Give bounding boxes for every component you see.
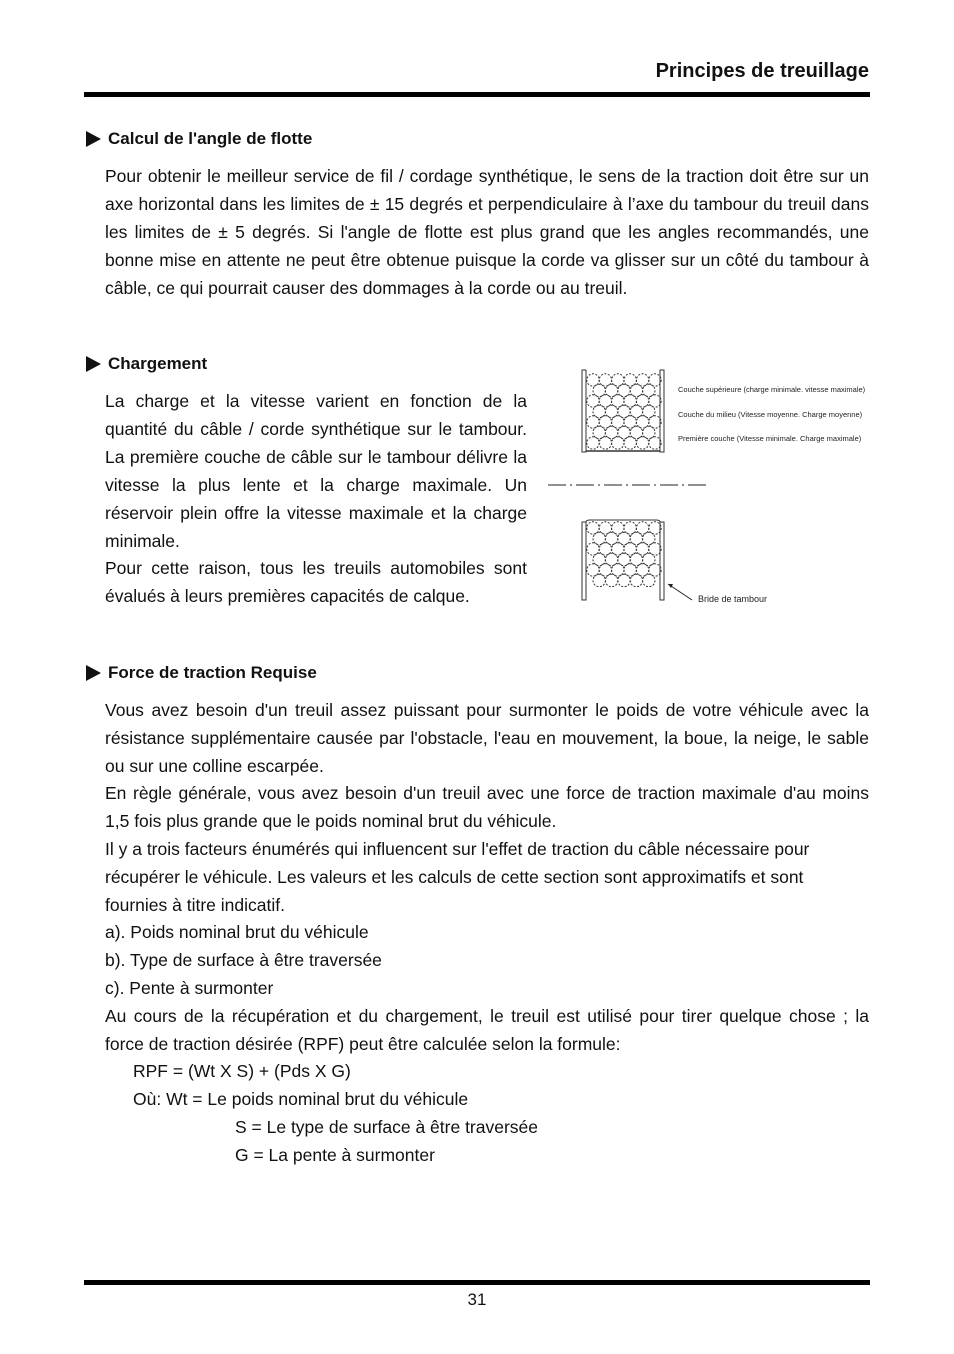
- rope-coil: [649, 374, 661, 386]
- rope-coil: [599, 522, 611, 534]
- formula-where-s: S = Le type de surface à être traversée: [235, 1117, 539, 1137]
- rope-coil: [599, 374, 611, 386]
- footer-rule: [84, 1280, 870, 1285]
- partial-drum-icon: [582, 520, 692, 600]
- formula-where-wt: Où: Wt = Le poids nominal brut du véhicule: [133, 1089, 469, 1109]
- rope-coil: [649, 522, 661, 534]
- loading-paragraph-2: Pour cette raison, tous les treuils automobiles sont évalués à leurs premières capacités de calque.: [105, 558, 527, 606]
- formula: RPF = (Wt X S) + (Pds X G): [133, 1061, 351, 1081]
- rope-coil: [587, 374, 599, 386]
- loading-paragraph-1: La charge et la vitesse varient en fonction de la quantité du câble / corde synthétique sur le tambour. La première couche de câble sur le tambour délivre la vitesse la plus lente et la charge maximale. Un réservoir plein offre la vitesse maximale et la charge minimale.: [105, 391, 527, 551]
- list-item: c). Pente à surmonter: [105, 978, 274, 998]
- rope-coil: [612, 374, 624, 386]
- triangle-bullet-icon: [86, 356, 101, 372]
- force-paragraph-3: Il y a trois facteurs énumérés qui influencent sur l'effet de traction du câble nécessaire pour récupérer le véhicule. Les valeurs et les calculs de cette section sont approximatifs et sont fournies à titre indicatif.: [105, 839, 810, 915]
- formula-where-g: G = La pente à surmonter: [235, 1145, 435, 1165]
- label-middle-layer: Couche du milieu (Vitesse moyenne. Charge moyenne): [678, 410, 863, 419]
- force-paragraph-4: Au cours de la récupération et du chargement, le treuil est utilisé pour tirer quelque chose ; la force de traction désirée (RPF) peut être calculée selon la formule:: [105, 1006, 869, 1054]
- rope-coil: [587, 522, 599, 534]
- rope-coil: [587, 543, 599, 555]
- section-heading-angle: [86, 129, 312, 149]
- section-heading-text: Chargement: [108, 354, 208, 373]
- force-paragraph-1: Vous avez besoin d'un treuil assez puissant pour surmonter le poids de votre véhicule avec la résistance supplémentaire causée par l'obstacle, l'eau en mouvement, la boue, la neige, le sable ou sur une colline escarpée.: [105, 700, 869, 776]
- rope-coil: [587, 564, 599, 576]
- label-first-layer: Première couche (Vitesse minimale. Charge maximale): [678, 434, 862, 443]
- rope-coil: [624, 522, 636, 534]
- section-heading-force: [86, 663, 317, 683]
- triangle-bullet-icon: [86, 131, 101, 147]
- angle-paragraph: Pour obtenir le meilleur service de fil / cordage synthétique, le sens de la traction doit être sur un axe horizontal dans les limites de ± 15 degrés et perpendiculaire à l’axe du tambour du treuil dans les limites de ± 5 degrés. Si l'angle de flotte est plus grand que les angles recommandés, une bonne mise en attente ne peut être obtenue puisque la corde va glisser sur un côté du tambour à câble, ce qui pourrait causer des dommages à la corde ou au treuil.: [105, 166, 869, 298]
- rope-coil: [624, 374, 636, 386]
- section-heading-text: Force de traction Requise: [108, 663, 317, 682]
- drum-layers-diagram: [540, 360, 890, 620]
- page-number: 31: [467, 1290, 487, 1309]
- rope-coil: [612, 522, 624, 534]
- label-top-layer: Couche supérieure (charge minimale. vitesse maximale): [678, 385, 866, 394]
- section-heading-text: Calcul de l'angle de flotte: [108, 129, 313, 148]
- rope-coil: [587, 395, 599, 407]
- section-heading-loading: [86, 354, 207, 374]
- label-drum-flange: Bride de tambour: [698, 594, 768, 604]
- list-item: b). Type de surface à être traversée: [105, 950, 382, 970]
- rope-coil: [587, 416, 599, 428]
- full-drum-icon: [582, 370, 664, 452]
- triangle-bullet-icon: [86, 665, 101, 681]
- list-item: a). Poids nominal brut du véhicule: [105, 922, 369, 942]
- header-rule: [84, 92, 870, 97]
- page-header-title: Principes de treuillage: [655, 60, 869, 82]
- rope-coil: [636, 374, 648, 386]
- rope-coil: [636, 522, 648, 534]
- rope-coil: [587, 437, 599, 449]
- force-paragraph-2: En règle générale, vous avez besoin d'un treuil avec une force de traction maximale d'au moins 1,5 fois plus grande que le poids nominal brut du véhicule.: [105, 783, 869, 831]
